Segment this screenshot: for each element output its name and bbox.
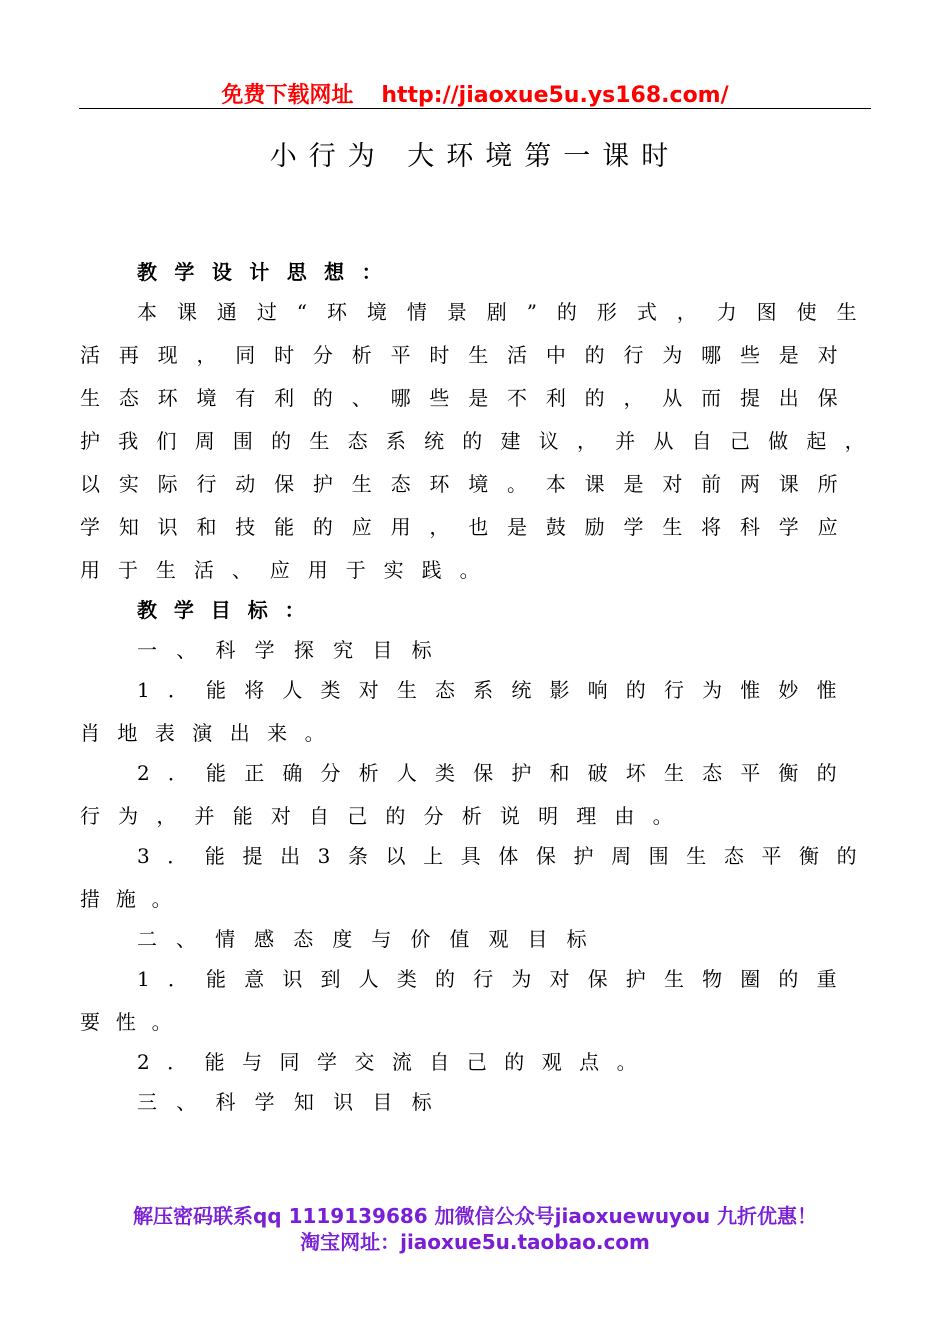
goal-line: 一、科学探究目标 <box>137 638 432 662</box>
design-line: 护我们周围的生态系统的建议，并从自己做起， <box>80 429 865 453</box>
goal-line: 2．能与同学交流自己的观点。 <box>137 1050 637 1074</box>
design-line: 以实际行动保护生态环境。本课是对前两课所 <box>80 472 838 496</box>
page-title: 小行为 大环境第一课时 <box>269 141 681 172</box>
design-line: 本课通过“环境情景剧”的形式，力图使生 <box>137 300 857 324</box>
goal-line: 2．能正确分析人类保护和破坏生态平衡的 <box>137 761 837 785</box>
design-heading: 教学设计思想： <box>137 260 382 284</box>
goal-line: 1．能将人类对生态系统影响的行为惟妙惟 <box>137 678 837 702</box>
goal-line: 要性。 <box>80 1010 172 1034</box>
design-line: 学知识和技能的应用，也是鼓励学生将科学应 <box>80 515 838 539</box>
design-line: 生态环境有利的、哪些是不利的，从而提出保 <box>80 386 838 410</box>
download-header <box>0 78 950 109</box>
footer-contact: 解压密码联系qq 1119139686 加微信公众号jiaoxuewuyou 九折优惠！ <box>132 1204 818 1228</box>
goal-line: 肖地表演出来。 <box>80 721 325 745</box>
header-divider <box>79 108 871 109</box>
header-label: 免费下载网址 <box>221 83 354 108</box>
goal-line: 二、情感态度与价值观目标 <box>137 927 587 951</box>
goal-line: 行为，并能对自己的分析说明理由。 <box>80 804 673 828</box>
header-url-link[interactable]: http://jiaoxue5u.ys168.com/ <box>381 83 729 108</box>
design-line: 用于生活、应用于实践。 <box>80 558 480 582</box>
goals-heading: 教学目标： <box>137 598 305 622</box>
goal-line: 3．能提出3条以上具体保护周围生态平衡的 <box>137 844 857 868</box>
goal-line: 措施。 <box>80 887 172 911</box>
goal-line: 三、科学知识目标 <box>137 1090 432 1114</box>
design-line: 活再现，同时分析平时生活中的行为哪些是对 <box>80 343 838 367</box>
goal-line: 1．能意识到人类的行为对保护生物圈的重 <box>137 967 837 991</box>
footer-shop-link[interactable]: 淘宝网址：jiaoxue5u.taobao.com <box>300 1230 650 1254</box>
